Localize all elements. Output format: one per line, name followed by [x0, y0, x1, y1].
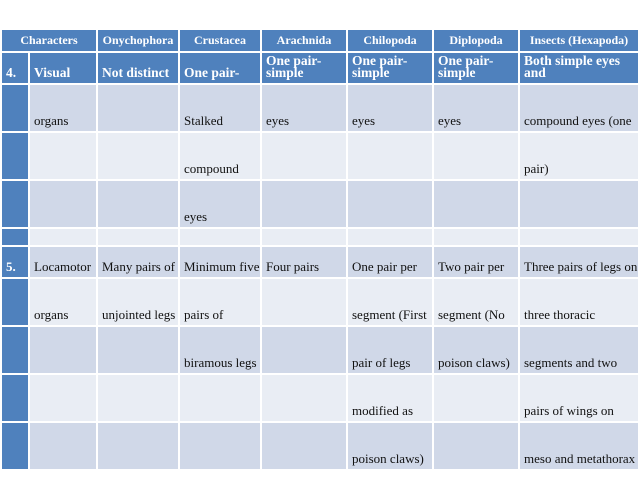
- cell-onychophora: Not distinct: [97, 52, 179, 84]
- table-row: [1, 326, 638, 374]
- table-row: [1, 228, 638, 246]
- cell-diplopoda: [433, 374, 519, 422]
- header-row: [1, 29, 638, 52]
- header-arachnida: Arachnida: [261, 29, 347, 52]
- cell-diplopoda: eyes: [433, 84, 519, 132]
- cell-crustacea: [179, 422, 261, 470]
- cell-onychophora: Many pairs of: [97, 246, 179, 278]
- table-row: [1, 374, 638, 422]
- cell-number: [1, 278, 29, 326]
- cell-number: [1, 228, 29, 246]
- cell-diplopoda: Two pair per: [433, 246, 519, 278]
- cell-arachnida: [261, 374, 347, 422]
- cell-number: [1, 132, 29, 180]
- cell-insects: segments and two: [519, 326, 638, 374]
- cell-crustacea: compound: [179, 132, 261, 180]
- cell-chilopoda: [347, 228, 433, 246]
- cell-character: [29, 326, 97, 374]
- cell-number: 4.: [1, 52, 29, 84]
- cell-onychophora: [97, 180, 179, 228]
- cell-crustacea: Stalked: [179, 84, 261, 132]
- cell-diplopoda: poison claws): [433, 326, 519, 374]
- cell-onychophora: [97, 422, 179, 470]
- cell-crustacea: One pair-: [179, 52, 261, 84]
- comparison-table: [0, 28, 638, 471]
- cell-onychophora: [97, 228, 179, 246]
- cell-character: organs: [29, 278, 97, 326]
- table-row: [1, 278, 638, 326]
- cell-diplopoda: segment (No: [433, 278, 519, 326]
- cell-chilopoda: modified as: [347, 374, 433, 422]
- cell-arachnida: One pair- simple: [261, 52, 347, 84]
- cell-chilopoda: One pair- simple: [347, 52, 433, 84]
- cell-chilopoda: eyes: [347, 84, 433, 132]
- cell-crustacea: biramous legs: [179, 326, 261, 374]
- cell-chilopoda: One pair per: [347, 246, 433, 278]
- cell-number: [1, 326, 29, 374]
- cell-insects: three thoracic: [519, 278, 638, 326]
- cell-number: [1, 180, 29, 228]
- cell-number: [1, 422, 29, 470]
- header-onychophora: Onychophora: [97, 29, 179, 52]
- cell-character: [29, 132, 97, 180]
- cell-insects: meso and metathorax: [519, 422, 638, 470]
- cell-arachnida: eyes: [261, 84, 347, 132]
- cell-chilopoda: [347, 180, 433, 228]
- cell-insects: pair): [519, 132, 638, 180]
- cell-character: [29, 180, 97, 228]
- header-crustacea: Crustacea: [179, 29, 261, 52]
- header-characters: Characters: [1, 29, 97, 52]
- cell-diplopoda: [433, 132, 519, 180]
- cell-insects: [519, 228, 638, 246]
- cell-chilopoda: poison claws): [347, 422, 433, 470]
- cell-onychophora: [97, 326, 179, 374]
- cell-character: Locamotor: [29, 246, 97, 278]
- cell-insects: compound eyes (one: [519, 84, 638, 132]
- cell-crustacea: [179, 228, 261, 246]
- cell-arachnida: [261, 326, 347, 374]
- cell-insects: [519, 180, 638, 228]
- cell-crustacea: [179, 374, 261, 422]
- table-row: [1, 132, 638, 180]
- table-row: [1, 422, 638, 470]
- cell-character: Visual: [29, 52, 97, 84]
- cell-insects: Three pairs of legs on: [519, 246, 638, 278]
- cell-onychophora: [97, 132, 179, 180]
- cell-onychophora: [97, 84, 179, 132]
- cell-chilopoda: [347, 132, 433, 180]
- cell-arachnida: Four pairs: [261, 246, 347, 278]
- cell-arachnida: [261, 132, 347, 180]
- cell-insects: pairs of wings on: [519, 374, 638, 422]
- cell-chilopoda: pair of legs: [347, 326, 433, 374]
- cell-crustacea: eyes: [179, 180, 261, 228]
- table-row: [1, 246, 638, 278]
- header-diplopoda: Diplopoda: [433, 29, 519, 52]
- cell-diplopoda: [433, 180, 519, 228]
- table-row: [1, 84, 638, 132]
- cell-arachnida: [261, 228, 347, 246]
- cell-chilopoda: segment (First: [347, 278, 433, 326]
- cell-character: organs: [29, 84, 97, 132]
- cell-number: [1, 374, 29, 422]
- cell-character: [29, 374, 97, 422]
- cell-diplopoda: One pair- simple: [433, 52, 519, 84]
- cell-number: 5.: [1, 246, 29, 278]
- cell-insects: Both simple eyes and: [519, 52, 638, 84]
- cell-onychophora: unjointed legs: [97, 278, 179, 326]
- cell-arachnida: [261, 278, 347, 326]
- table-row: [1, 180, 638, 228]
- cell-diplopoda: [433, 228, 519, 246]
- cell-diplopoda: [433, 422, 519, 470]
- header-insects: Insects (Hexapoda): [519, 29, 638, 52]
- table-row: [1, 52, 638, 84]
- cell-character: [29, 228, 97, 246]
- cell-character: [29, 422, 97, 470]
- cell-arachnida: [261, 422, 347, 470]
- cell-number: [1, 84, 29, 132]
- cell-crustacea: Minimum five: [179, 246, 261, 278]
- cell-arachnida: [261, 180, 347, 228]
- header-chilopoda: Chilopoda: [347, 29, 433, 52]
- cell-crustacea: pairs of: [179, 278, 261, 326]
- cell-onychophora: [97, 374, 179, 422]
